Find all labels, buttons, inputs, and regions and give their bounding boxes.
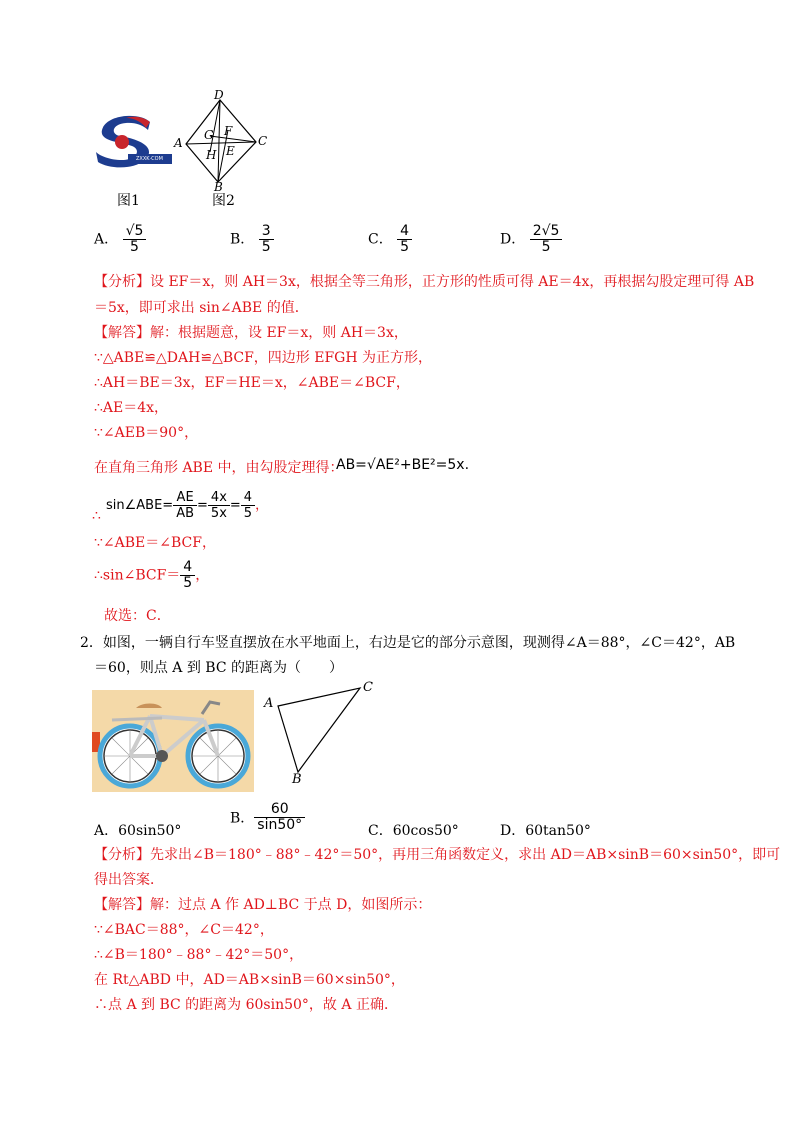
answer-tag: 【解答】: [94, 325, 150, 341]
figure-2-diagram: [172, 88, 272, 194]
answer-tag: 【解答】: [94, 897, 150, 913]
logo-text: ZXXK·COM: [136, 156, 163, 162]
label-H: H: [206, 148, 217, 162]
answer-text: 解：过点 A 作 AD⊥BC 于点 D，如图所示：: [150, 897, 432, 913]
label-G: G: [204, 128, 214, 142]
option-fraction: $\frac{√5}{5}$: [123, 224, 147, 255]
pythagoras-formula: AB=√AE²+BE²=5x.: [336, 457, 470, 473]
fraction-ae-ab: $\frac{AE}{AB}$: [173, 490, 197, 521]
option-letter: C．: [368, 231, 393, 248]
q1-answer-line-5: ∵∠AEB＝90°，: [94, 425, 199, 441]
fraction-answer: $\frac{4}{5}$: [180, 560, 195, 591]
q1-answer-line-6: [94, 458, 344, 478]
q2-stem-line-2: ＝60，则点 A 到 BC 的距离为（ ）: [94, 660, 343, 676]
label-E: E: [226, 144, 235, 158]
q1-answer-line-3: ∴AH＝BE＝3x，EF＝HE＝x，∠ABE＝∠BCF，: [94, 375, 410, 391]
label-F: F: [224, 124, 233, 138]
analysis-text: 设 EF＝x，则 AH＝3x，根据全等三角形，正方形的性质可得 AE＝4x，再根据勾股定理可得 AB: [150, 274, 755, 290]
q2-analysis-line-2: 得出答案．: [94, 872, 164, 888]
q2-answer-line-4: 在 Rt△ABD 中，AD＝AB×sinB＝60×sin50°，: [94, 972, 405, 988]
label-D: D: [214, 88, 224, 102]
q2-analysis-line-1: [94, 845, 780, 865]
option-letter: D．: [500, 823, 526, 839]
option-letter: C．: [368, 823, 393, 839]
label-B: B: [214, 180, 223, 194]
option-fraction: $\frac{2√5}{5}$: [530, 224, 563, 255]
option-letter: A．: [94, 823, 119, 839]
q2-answer-line-1: [94, 895, 431, 915]
triangle-label-A: A: [264, 696, 274, 711]
q1-answer-select: 故选：C．: [104, 608, 171, 624]
q1-answer-line-8: ∵∠ABE＝∠BCF，: [94, 535, 216, 551]
analysis-tag: 【分析】: [94, 274, 150, 290]
answer-text: ∴sin∠BCF＝: [94, 567, 181, 584]
q1-analysis-line-2: ＝5x，即可求出 sin∠ABE 的值．: [94, 300, 309, 316]
option-fraction: $\frac{3}{5}$: [259, 224, 274, 255]
bicycle-illustration: [92, 690, 254, 792]
comma: ，: [195, 567, 210, 584]
q1-answer-line-4: ∴AE＝4x，: [94, 400, 169, 416]
q1-option-d: [500, 224, 562, 255]
answer-text: 在直角三角形 ABE 中，由勾股定理得：: [94, 460, 344, 476]
q1-analysis-line-1: [94, 272, 754, 292]
figure-2-caption: 图2: [212, 193, 235, 209]
q2-option-a: [94, 820, 181, 840]
q1-option-c: [368, 224, 412, 255]
sin-abe-equation: sin∠ABE= $\frac{AE}{AB}$ = $\frac{4x}{5x}$ = $\frac{4}{5}$ ，: [106, 490, 269, 521]
option-text: 60cos50°: [392, 823, 459, 839]
q1-answer-line-1: [94, 323, 408, 343]
fraction-4x-5x: $\frac{4x}{5x}$: [208, 490, 230, 521]
triangle-label-C: C: [363, 680, 373, 695]
label-C: C: [258, 134, 268, 148]
q2-option-c: [368, 820, 459, 840]
answer-text: 解：根据题意，设 EF＝x，则 AH＝3x，: [150, 325, 408, 341]
triangle-label-B: B: [292, 772, 302, 787]
q1-option-a: [94, 224, 146, 255]
figure-1-caption: 图1: [117, 193, 140, 209]
bicycle-icon: [92, 690, 254, 792]
figure-1-logo: [92, 112, 174, 172]
q2-answer-line-3: ∴∠B＝180°﹣88°﹣42°＝50°，: [94, 947, 304, 963]
therefore-symbol: ∴: [92, 508, 101, 524]
q1-answer-line-2: ∵△ABE≌△DAH≌△BCF，四边形 EFGH 为正方形，: [94, 350, 433, 366]
q2-answer-line-5: ∴点 A 到 BC 的距离为 60sin50°，故 A 正确．: [94, 997, 398, 1013]
fraction-4-5: $\frac{4}{5}$: [241, 490, 255, 521]
option-letter: D．: [500, 231, 526, 248]
option-letter: A．: [94, 231, 119, 248]
option-fraction: $\frac{4}{5}$: [397, 224, 412, 255]
option-letter: B．: [230, 810, 255, 827]
triangle-diagram: [260, 676, 380, 792]
q2-option-b: [230, 802, 305, 833]
q1-option-b: [230, 224, 274, 255]
comma: ，: [255, 498, 269, 513]
school-logo-icon: [92, 112, 174, 172]
q2-answer-line-2: ∵∠BAC＝88°，∠C＝42°，: [94, 922, 274, 938]
analysis-text: 先求出∠B＝180°﹣88°﹣42°＝50°，再用三角函数定义，求出 AD＝AB×sinB＝60×sin50°，即可: [150, 847, 781, 863]
analysis-tag: 【分析】: [94, 847, 150, 863]
option-fraction: $\frac{60}{\sin 50^\circ}$: [254, 802, 305, 833]
option-text: 60sin50°: [118, 823, 182, 839]
option-letter: B．: [230, 231, 255, 248]
sin-prefix: sin∠ABE=: [106, 498, 174, 513]
q2-stem-line-1: 2．如图，一辆自行车竖直摆放在水平地面上，右边是它的部分示意图，现测得∠A＝88°，∠C＝42°，AB: [80, 635, 736, 651]
q2-option-d: [500, 820, 591, 840]
q1-answer-line-9: [94, 560, 209, 591]
label-A: A: [174, 136, 183, 150]
option-text: 60tan50°: [525, 823, 591, 839]
